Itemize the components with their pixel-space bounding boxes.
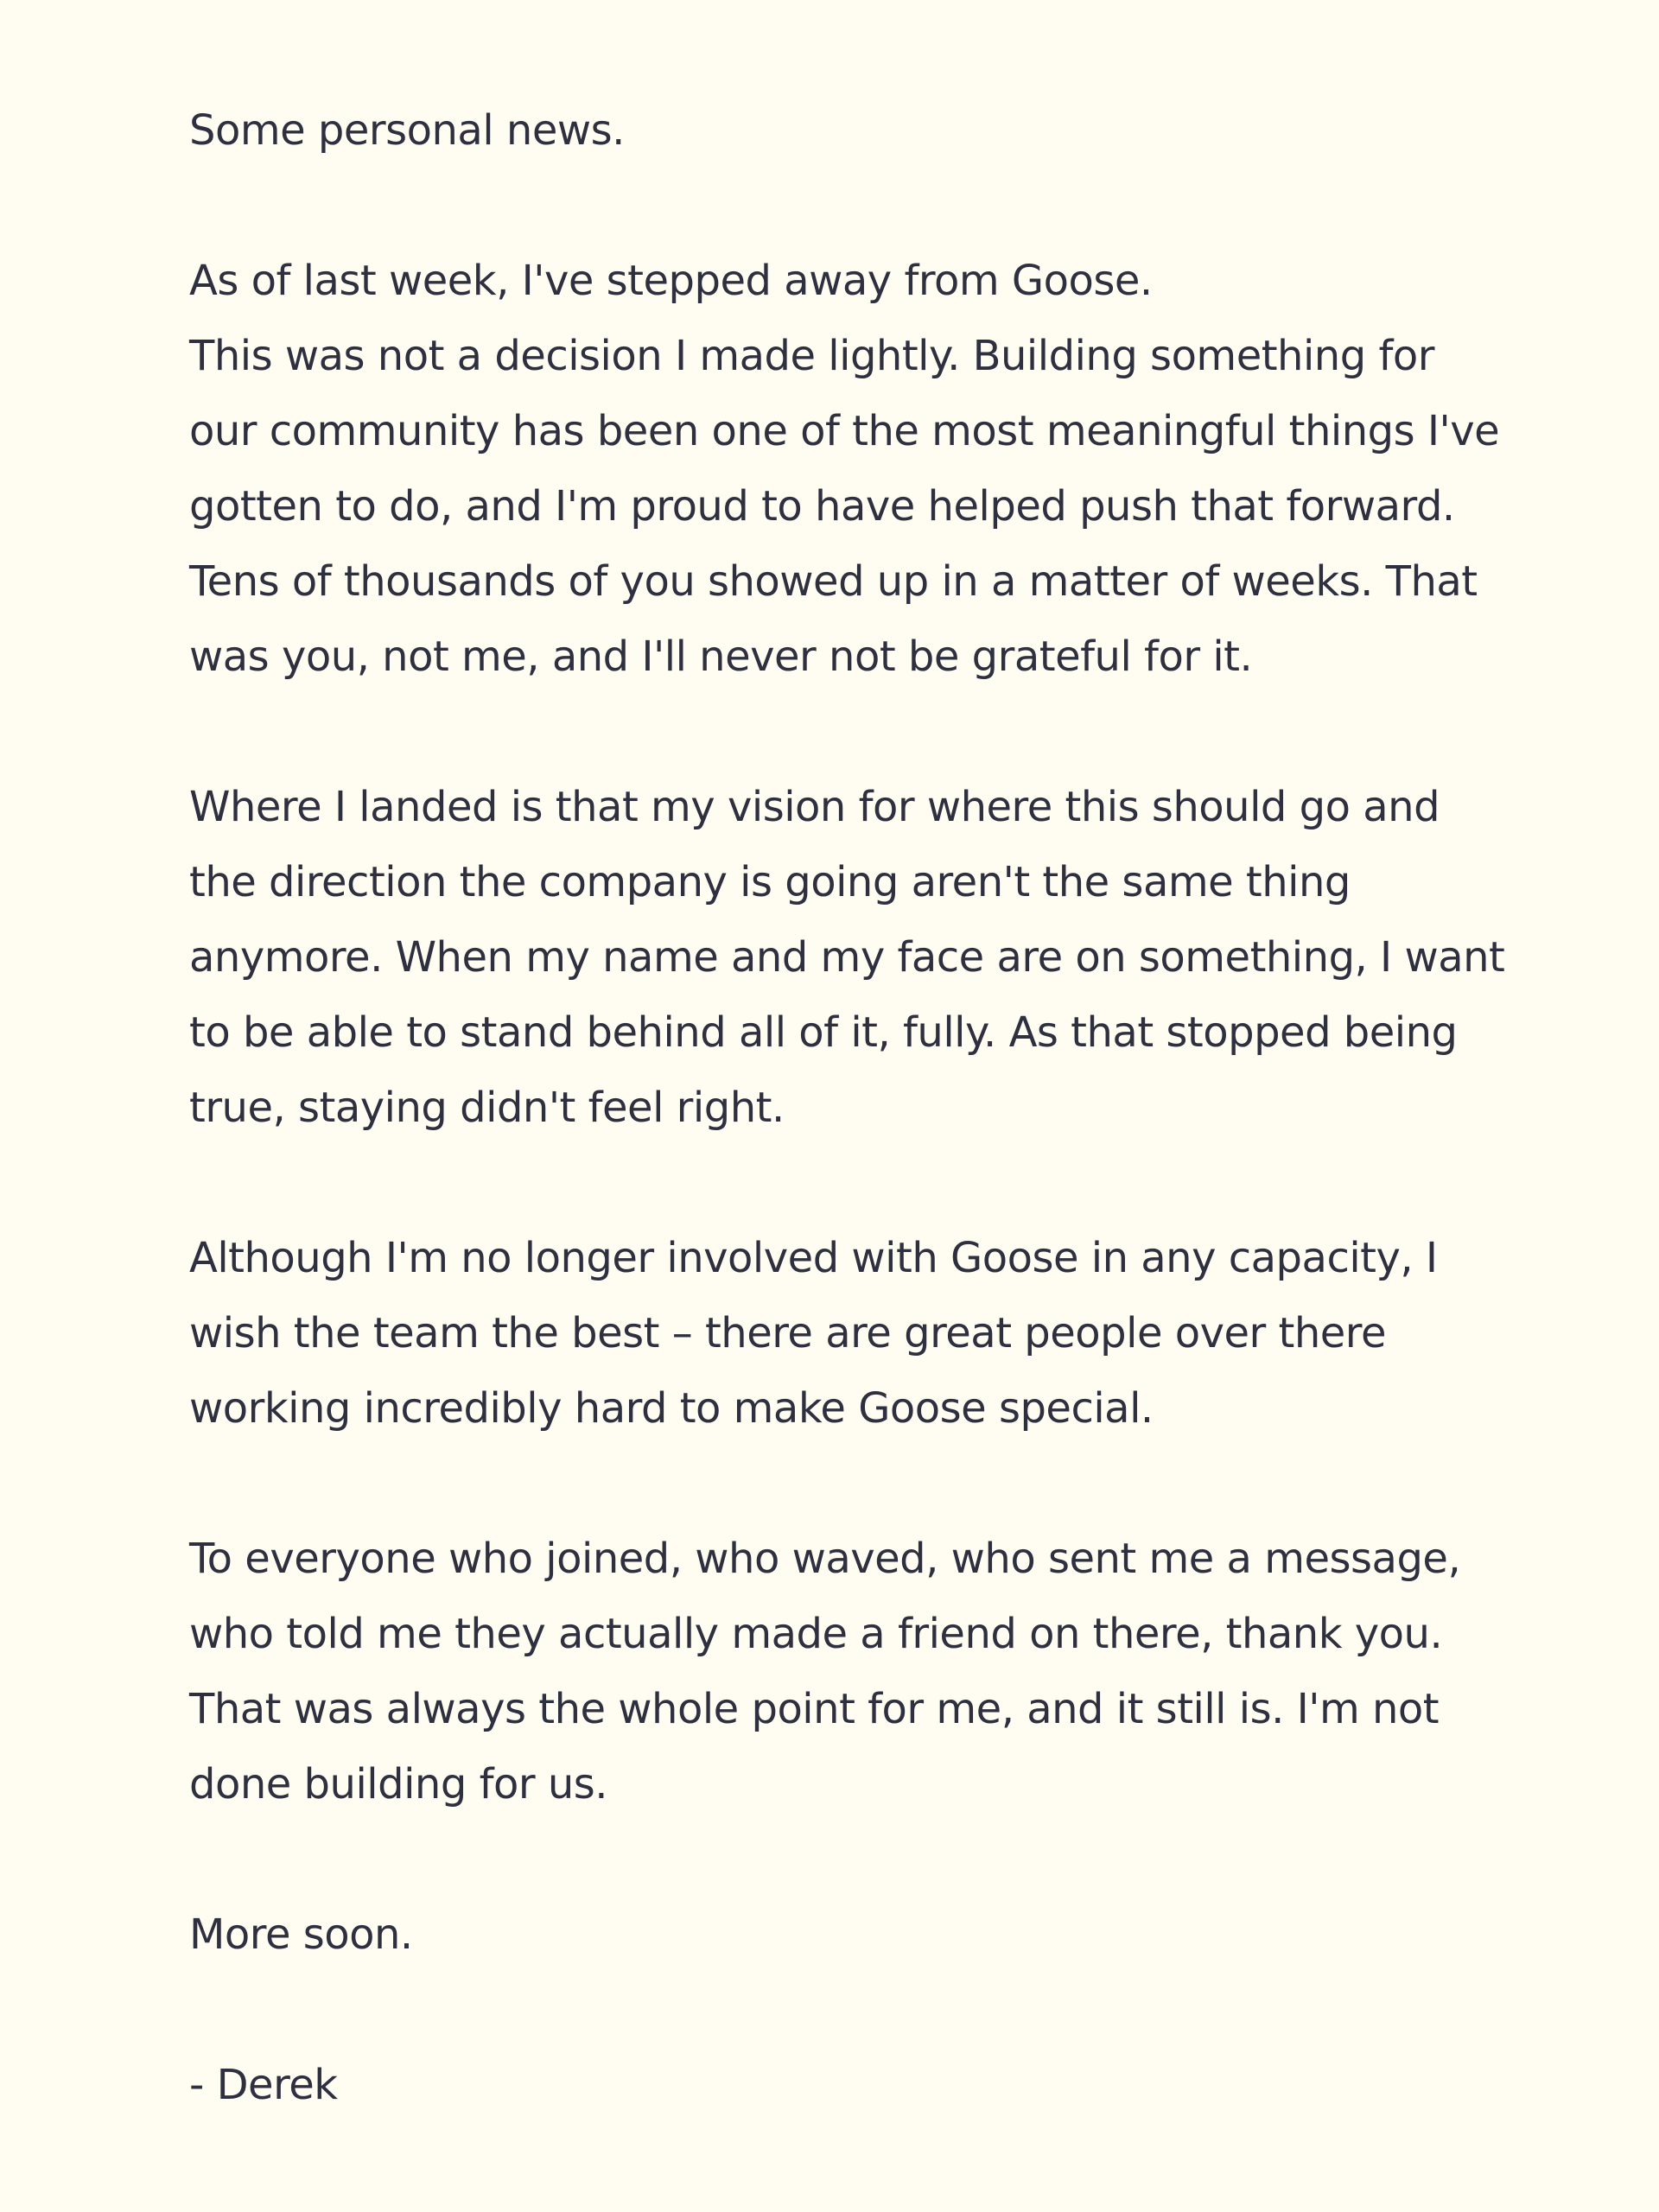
text-line: That was always the whole point for me, and it still is. I'm not xyxy=(189,1685,1440,1733)
paragraph-team xyxy=(189,1221,1520,1446)
paragraph-gap xyxy=(189,1446,1520,1522)
text-line: As of last week, I've stepped away from Goose. xyxy=(189,257,1153,305)
closing-line: More soon. xyxy=(189,1910,413,1959)
paragraph-vision xyxy=(189,770,1520,1146)
text-line: anymore. When my name and my face are on something, I want xyxy=(189,933,1505,982)
paragraph-gap xyxy=(189,1822,1520,1897)
paragraph-gap xyxy=(189,1146,1520,1221)
text-line: the direction the company is going aren't the same thing xyxy=(189,858,1351,906)
text-line: working incredibly hard to make Goose special. xyxy=(189,1384,1154,1433)
text-line: This was not a decision I made lightly. Building something for xyxy=(189,332,1434,380)
text-line: To everyone who joined, who waved, who sent me a message, xyxy=(189,1535,1461,1583)
text-line: true, staying didn't feel right. xyxy=(189,1084,785,1132)
paragraph-stepped-away xyxy=(189,244,1520,695)
text-line: wish the team the best – there are great people over there xyxy=(189,1309,1387,1357)
text-line: our community has been one of the most meaningful things I've xyxy=(189,407,1500,455)
text-line: Tens of thousands of you showed up in a matter of weeks. That xyxy=(189,557,1478,606)
paragraph-thanks xyxy=(189,1522,1520,1822)
paragraph-gap xyxy=(189,695,1520,770)
text-line: Although I'm no longer involved with Goose in any capacity, I xyxy=(189,1234,1438,1282)
paragraph-gap xyxy=(189,168,1520,244)
text-line: was you, not me, and I'll never not be grateful for it. xyxy=(189,632,1253,681)
paragraph-gap xyxy=(189,1973,1520,2048)
text-line: who told me they actually made a friend on there, thank you. xyxy=(189,1610,1443,1658)
text-line: Where I landed is that my vision for where this should go and xyxy=(189,783,1440,831)
signature: - Derek xyxy=(189,2061,338,2109)
text-line: done building for us. xyxy=(189,1760,608,1808)
opening-line: Some personal news. xyxy=(189,106,625,155)
letter-body xyxy=(189,93,1520,2123)
text-line: gotten to do, and I'm proud to have helped push that forward. xyxy=(189,482,1455,531)
text-line: to be able to stand behind all of it, fully. As that stopped being xyxy=(189,1008,1458,1057)
